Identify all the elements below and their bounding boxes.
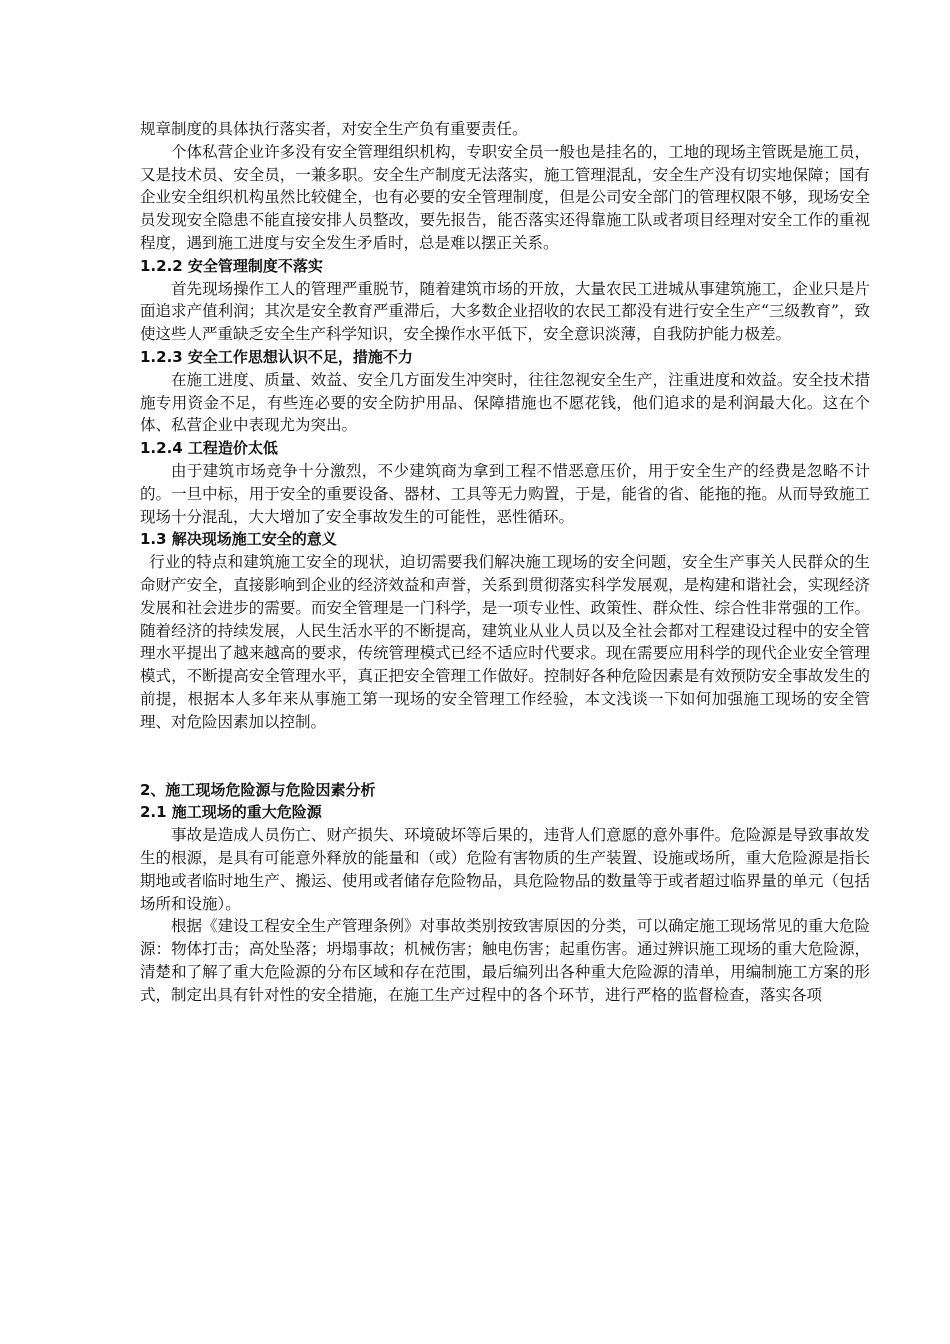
heading-1-3: 1.3 解决现场施工安全的意义 [140, 530, 337, 549]
paragraph-hazard-list: 根据《建设工程安全生产管理条例》对事故类别按致害原因的分类，可以确定施工现场常见的重大危险源：物体打击；高处坠落；坍塌事故；机械伤害；触电伤害；起重伤害。通过辨识施工现场的重大危险源，清楚和了解了重大危险源的分布区域和存在范围，最后编列出各种重大危险源的清单，用编制施工方案的形式，制定出具有针对性的安全措施，在施工生产过程中的各个环节，进行严格的监督检查，落实各项 [140, 917, 870, 1004]
section-spacer [140, 734, 870, 779]
heading-2: 2、施工现场危险源与危险因素分析 [140, 780, 376, 799]
heading-1-2-4: 1.2.4 工程造价太低 [140, 439, 278, 458]
paragraph-significance: 行业的特点和建筑施工安全的现状，迫切需要我们解决施工现场的安全问题，安全生产事关人民群众的生命财产安全，直接影响到企业的经济效益和声誉，关系到贯彻落实科学发展观，是构建和谐社会，实现经济发展和社会进步的需要。而安全管理是一门科学，是一项专业性、政策性、群众性、综合性非常强的工作。随着经济的持续发展，人民生活水平的不断提高，建筑业从业人员以及全社会都对工程建设过程中的安全管理水平提出了越来越高的要求，传统管理模式已经不适应时代要求。现在需要应用科学的现代企业安全管理模式，不断提高安全管理水平，真正把安全管理工作做好。控制好各种危险因素是有效预防安全事故发生的前提，根据本人多年来从事施工第一现场的安全管理工作经验，本文浅谈一下如何加强施工现场的安全管理、对危险因素加以控制。 [140, 553, 870, 731]
paragraph-low-cost: 由于建筑市场竞争十分激烈，不少建筑商为拿到工程不惜恶意压价，用于安全生产的经费是忽略不计的。一旦中标，用于安全的重要设备、器材、工具等无力购置，于是，能省的省、能拖的拖。从而导致施工现场十分混乱，大大增加了安全事故发生的可能性，恶性循环。 [140, 461, 870, 526]
paragraph-progress-conflict: 在施工进度、质量、效益、安全几方面发生冲突时，往往忽视安全生产，注重进度和效益。安全技术措施专用资金不足，有些连必要的安全防护用品、保障措施也不愿花钱，他们追求的是利润最大化。这在个体、私营企业中表现尤为突出。 [140, 370, 870, 435]
heading-1-2-3: 1.2.3 安全工作思想认识不足，措施不力 [140, 347, 413, 366]
document-body [140, 118, 870, 1006]
paragraph-private-enterprise: 个体私营企业许多没有安全管理组织机构，专职安全员一般也是挂名的，工地的现场主管既是施工员，又是技术员、安全员，一兼多职。安全生产制度无法落实，施工管理混乱，安全生产没有切实地保障；国有企业安全组织机构虽然比较健全，也有必要的安全管理制度，但是公司安全部门的管理权限不够，现场安全员发现安全隐患不能直接安排人员整改，要先报告，能否落实还得靠施工队或者项目经理对安全工作的重视程度，遇到施工进度与安全发生矛盾时，总是难以摆正关系。 [140, 142, 870, 252]
heading-2-1: 2.1 施工现场的重大危险源 [140, 803, 322, 822]
heading-1-2-2: 1.2.2 安全管理制度不落实 [140, 256, 323, 275]
paragraph-worker-management: 首先现场操作工人的管理严重脱节，随着建筑市场的开放，大量农民工进城从事建筑施工，企业只是片面追求产值利润；其次是安全教育严重滞后，大多数企业招收的农民工都没有进行安全生产“三级教育”，致使这些人严重缺乏安全生产科学知识，安全操作水平低下，安全意识淡薄，自我防护能力极差。 [140, 279, 870, 344]
paragraph-hazard-definition: 事故是造成人员伤亡、财产损失、环境破坏等后果的，违背人们意愿的意外事件。危险源是导致事故发生的根源，是具有可能意外释放的能量和（或）危险有害物质的生产装置、设施或场所，重大危险源是指长期地或者临时地生产、搬运、使用或者储存危险物品，具危险物品的数量等于或者超过临界量的单元（包括场所和设施）。 [140, 826, 870, 913]
paragraph-continuation: 规章制度的具体执行落实者，对安全生产负有重要责任。 [140, 120, 528, 138]
